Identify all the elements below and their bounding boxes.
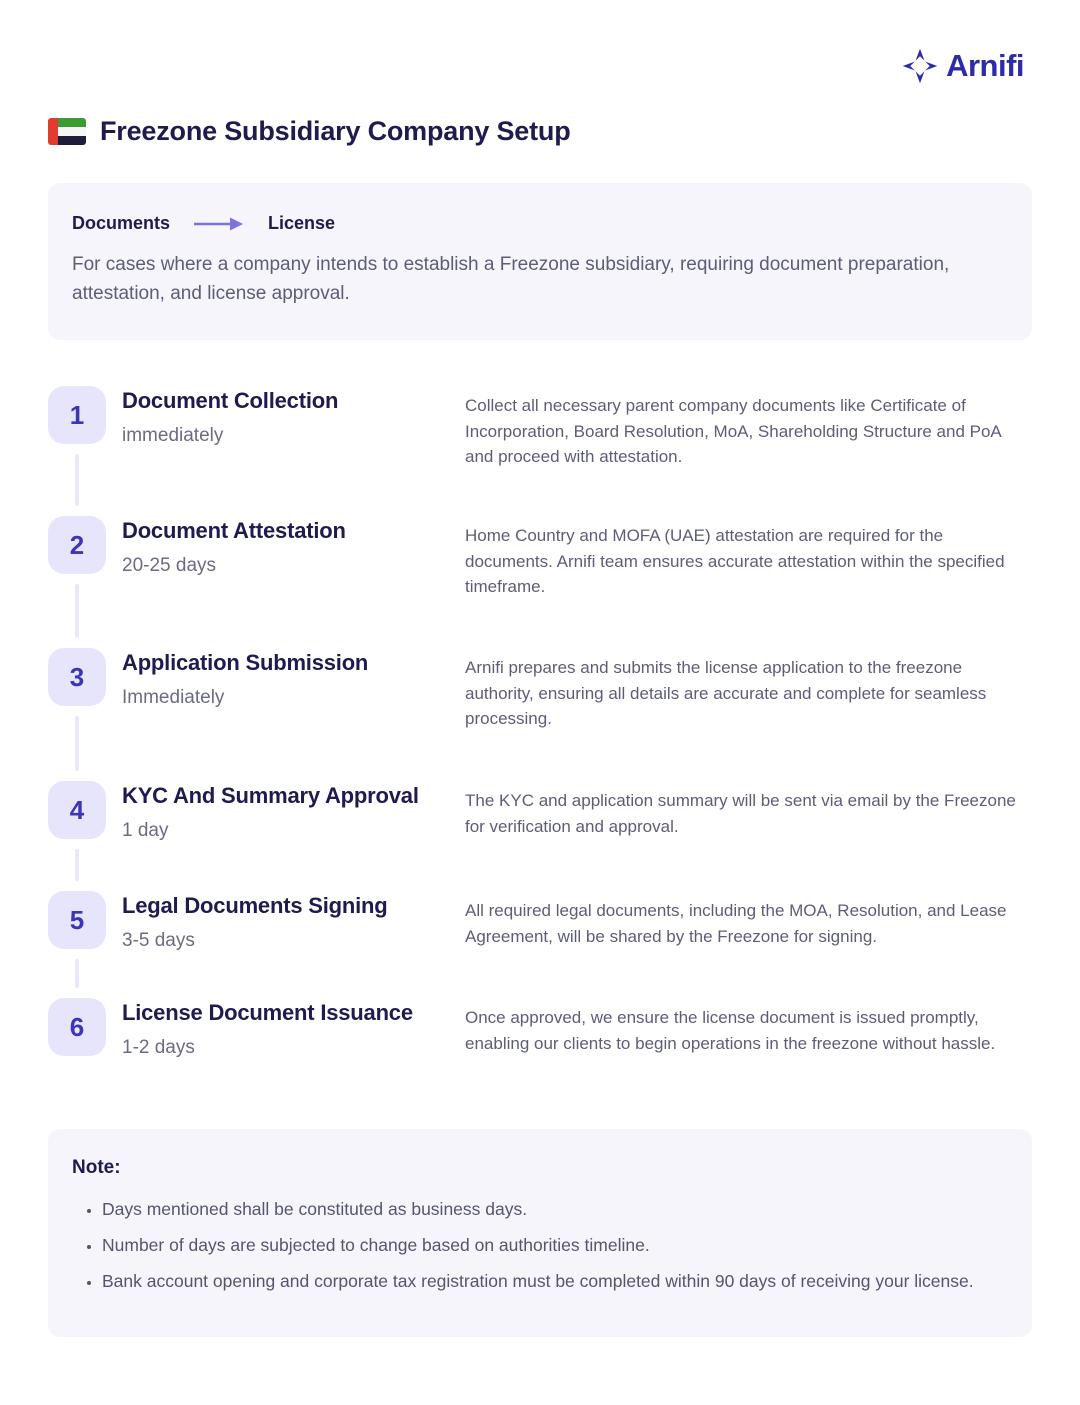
step-badge-column — [48, 891, 106, 998]
step-badge-column — [48, 998, 106, 1059]
step-description: Arnifi prepares and submits the license application to the freezone authority, ensuring all details are accurate and complete for seamless processing. — [465, 658, 987, 728]
step-head — [122, 891, 452, 998]
note-item: • Days mentioned shall be constituted as business days. — [102, 1195, 982, 1224]
step-duration: immediately — [122, 425, 224, 446]
step-title: Legal Documents Signing — [122, 893, 388, 918]
step-title: Document Collection — [122, 388, 339, 413]
step-number-badge: 2 — [48, 516, 106, 574]
timeline-step-4 — [48, 781, 1032, 891]
note-item: • Number of days are subjected to change based on authorities timeline. — [102, 1231, 982, 1260]
summary-description: For cases where a company intends to establish a Freezone subsidiary, requiring document preparation, attestation, and license approval. — [72, 254, 950, 304]
timeline — [48, 386, 1032, 1059]
step-title: License Document Issuance — [122, 1000, 413, 1025]
step-badge-column — [48, 648, 106, 781]
step-number-badge: 4 — [48, 781, 106, 839]
brand-name: Arnifi — [946, 48, 1024, 83]
step-head — [122, 648, 452, 781]
step-number-badge: 3 — [48, 648, 106, 706]
step-connector-line — [75, 849, 79, 881]
step-head — [122, 516, 452, 648]
title-row — [48, 116, 1032, 147]
summary-card — [48, 183, 1032, 340]
step-duration: 20-25 days — [122, 555, 217, 576]
page-title: Freezone Subsidiary Company Setup — [100, 116, 571, 146]
note-heading: Note: — [72, 1157, 121, 1178]
step-connector-line — [75, 716, 79, 771]
step-description: The KYC and application summary will be sent via email by the Freezone for verification and approval. — [465, 791, 1016, 836]
timeline-step-1 — [48, 386, 1032, 516]
step-duration: Immediately — [122, 687, 225, 708]
step-number-badge: 6 — [48, 998, 106, 1056]
step-duration: 1-2 days — [122, 1037, 195, 1058]
note-item: • Bank account opening and corporate tax registration must be completed within 90 days of receiving your license. — [102, 1267, 982, 1296]
uae-flag-icon — [48, 118, 86, 145]
step-badge-column — [48, 386, 106, 516]
timeline-step-3 — [48, 648, 1032, 781]
step-connector-line — [75, 454, 79, 506]
right-arrow-icon — [192, 216, 246, 232]
step-head — [122, 386, 452, 516]
step-head — [122, 998, 452, 1059]
step-description: All required legal documents, including the MOA, Resolution, and Lease Agreement, will be shared by the Freezone for signing. — [465, 901, 1007, 946]
brand-logo — [902, 48, 1024, 84]
step-title: Application Submission — [122, 650, 369, 675]
four-point-star-icon — [902, 48, 938, 84]
step-badge-column — [48, 781, 106, 891]
step-duration: 3-5 days — [122, 930, 195, 951]
step-number-badge: 5 — [48, 891, 106, 949]
note-list — [72, 1195, 1008, 1296]
step-description: Collect all necessary parent company documents like Certificate of Incorporation, Board Resolution, MoA, Shareholding Structure and PoA and proceed with attestation. — [465, 396, 1001, 466]
timeline-step-5 — [48, 891, 1032, 998]
step-description: Once approved, we ensure the license document is issued promptly, enabling our clients to begin operations in the freezone without hassle. — [465, 1008, 996, 1053]
step-number-badge: 1 — [48, 386, 106, 444]
step-badge-column — [48, 516, 106, 648]
header — [48, 48, 1032, 84]
flow-to-label: License — [268, 213, 336, 233]
step-title: Document Attestation — [122, 518, 346, 543]
step-connector-line — [75, 959, 79, 988]
flow-row — [72, 213, 1008, 234]
timeline-step-2 — [48, 516, 1032, 648]
step-head — [122, 781, 452, 891]
step-description: Home Country and MOFA (UAE) attestation are required for the documents. Arnifi team ensures accurate attestation within the specified timeframe. — [465, 526, 1005, 596]
step-connector-line — [75, 584, 79, 638]
step-title: KYC And Summary Approval — [122, 783, 419, 808]
step-duration: 1 day — [122, 820, 169, 841]
flow-from-label: Documents — [72, 213, 171, 233]
note-card — [48, 1129, 1032, 1337]
timeline-step-6 — [48, 998, 1032, 1059]
